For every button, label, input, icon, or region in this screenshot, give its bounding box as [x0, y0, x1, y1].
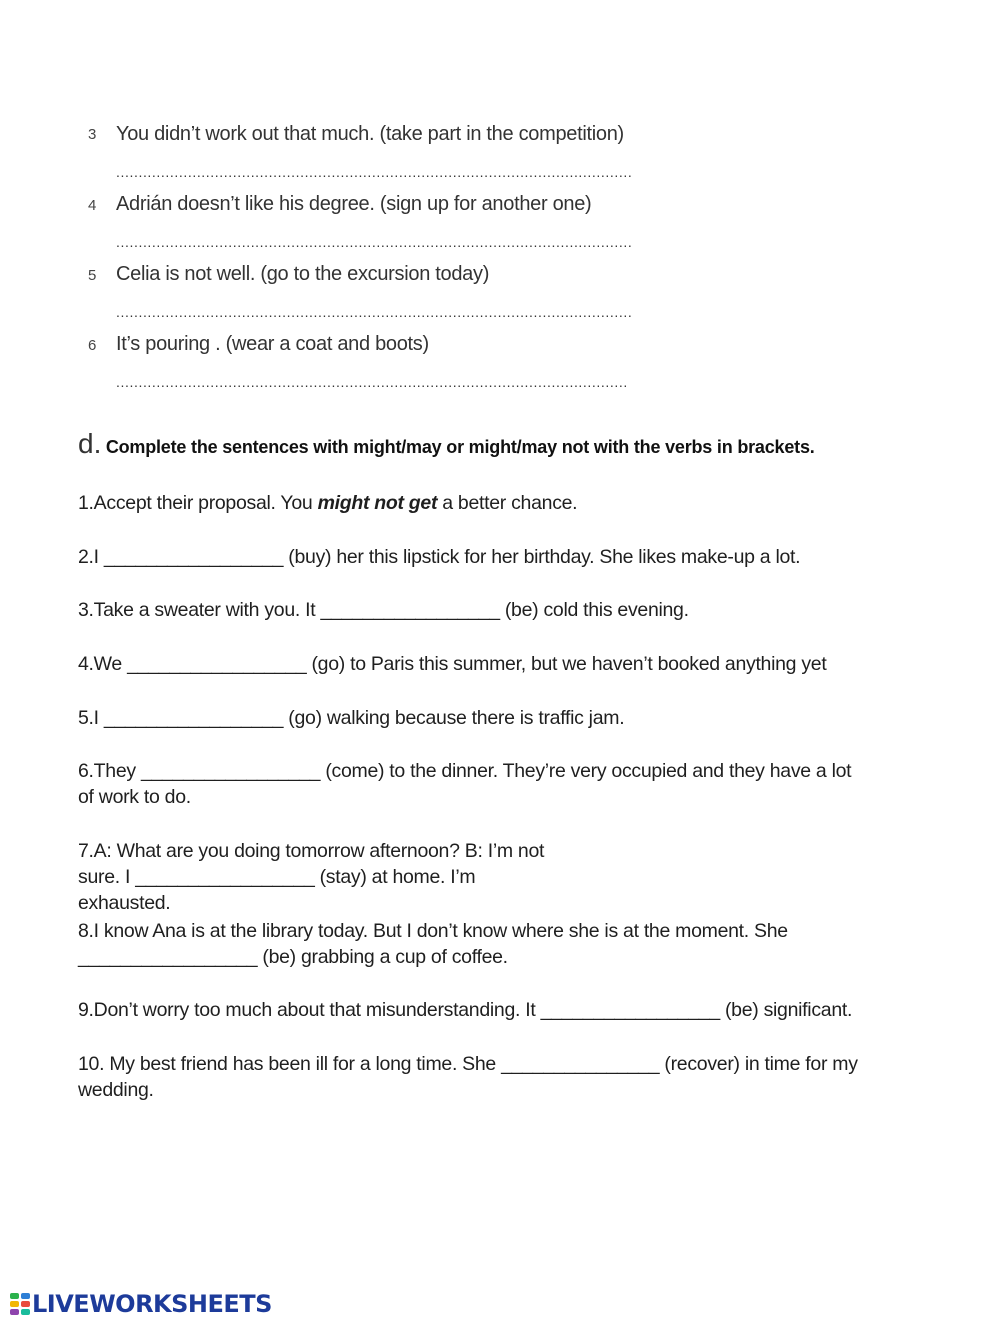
item-number: 3 — [88, 126, 97, 143]
answer-blank[interactable]: _________________ — [540, 999, 720, 1021]
sentence-text: (go) walking because there is traffic jam. — [283, 707, 625, 729]
answer-line[interactable]: ................................................................................................................... — [116, 164, 633, 180]
sentence-text: 10. My best friend has been ill for a long time. She — [78, 1053, 502, 1075]
answer-blank[interactable]: _________________ — [103, 707, 284, 729]
sentence-text: 6.They — [78, 760, 141, 782]
example-answer: might not get — [317, 492, 438, 514]
sentence-text: 8.I know Ana is at the library today. But I don’t know where she is at the moment. She — [78, 920, 788, 942]
sentence-text: (come) to the dinner. They’re very occupied and they have a lot of work to do. — [78, 760, 852, 808]
sentence-3 — [78, 597, 878, 623]
answer-blank[interactable]: _________________ — [78, 946, 258, 968]
sentence-text: (recover) in time for my wedding. — [78, 1053, 858, 1101]
sentence-7 — [78, 838, 558, 916]
sentence-text: a better chance. — [437, 492, 578, 514]
sentence-text: 4.We — [78, 653, 128, 675]
logo-tile — [10, 1293, 19, 1299]
sentence-text: 5.I — [78, 707, 104, 729]
item-number: 5 — [88, 267, 97, 284]
liveworksheets-logo — [10, 1290, 272, 1318]
sentence-6 — [78, 758, 868, 810]
sentence-text: (buy) her this lipstick for her birthday. She likes make-up a lot. — [283, 546, 801, 568]
logo-tile — [10, 1301, 19, 1307]
item-number: 4 — [88, 197, 97, 214]
answer-line[interactable]: ................................................................................................................... — [116, 234, 633, 250]
item-prompt: It’s pouring . (wear a coat and boots) — [116, 333, 429, 355]
sentence-2 — [78, 544, 878, 570]
sentence-4 — [78, 651, 878, 677]
sentence-text: (stay) at home. I’m exhausted. — [78, 866, 476, 914]
answer-line[interactable]: ................................................................................................................... — [116, 304, 633, 320]
sentence-8 — [78, 918, 858, 970]
answer-line[interactable]: .................................................................................................................. — [116, 374, 628, 390]
sentence-text: 2.I — [78, 546, 104, 568]
exercise-d-heading — [78, 428, 815, 460]
item-prompt: Celia is not well. (go to the excursion today) — [116, 263, 490, 285]
item-prompt: Adrián doesn’t like his degree. (sign up for another one) — [116, 193, 592, 215]
answer-blank[interactable]: _________________ — [320, 599, 500, 621]
answer-blank[interactable]: _______________ — [501, 1053, 660, 1075]
sentence-text: 9.Don’t worry too much about that misunderstanding. It — [78, 999, 541, 1021]
sentence-text: (be) grabbing a cup of coffee. — [257, 946, 508, 968]
sentence-text: 1.Accept their proposal. You — [78, 492, 318, 514]
sentence-5 — [78, 705, 878, 731]
answer-blank[interactable]: _________________ — [135, 866, 315, 888]
item-number: 6 — [88, 337, 97, 354]
answer-blank[interactable]: _________________ — [127, 653, 307, 675]
answer-blank[interactable]: _________________ — [140, 760, 321, 782]
sentence-text: (go) to Paris this summer, but we haven’t booked anything yet — [306, 653, 827, 675]
logo-tile — [21, 1301, 30, 1307]
logo-grid-icon — [10, 1293, 30, 1315]
sentence-text: 3.Take a sweater with you. It — [78, 599, 321, 621]
item-prompt: You didn’t work out that much. (take part in the competition) — [116, 123, 624, 145]
logo-tile — [10, 1309, 19, 1315]
sentence-9 — [78, 997, 878, 1023]
sentence-text: 7.A: What are you doing tomorrow afternoon? B: I’m not sure. I — [78, 840, 545, 888]
section-letter: d. — [78, 428, 102, 459]
section-instruction: Complete the sentences with might/may or might/may not with the verbs in brackets. — [105, 437, 815, 457]
logo-text: LIVEWORKSHEETS — [32, 1290, 272, 1318]
sentence-text: (be) cold this evening. — [499, 599, 689, 621]
sentence-text: (be) significant. — [719, 999, 853, 1021]
example-sentence — [78, 490, 878, 516]
answer-blank[interactable]: _________________ — [103, 546, 284, 568]
logo-tile — [21, 1309, 30, 1315]
sentence-10 — [78, 1051, 873, 1103]
logo-tile — [21, 1293, 30, 1299]
